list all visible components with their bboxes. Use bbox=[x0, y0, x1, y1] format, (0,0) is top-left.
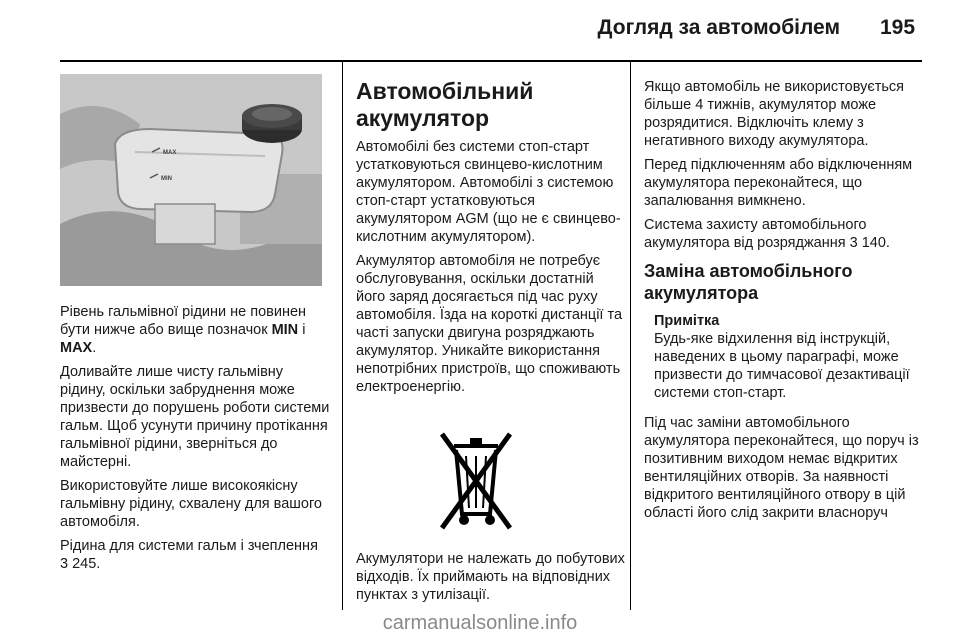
min-mark-label: MIN bbox=[161, 176, 172, 182]
column-divider-1 bbox=[342, 62, 343, 610]
crossed-bin-icon bbox=[436, 428, 516, 538]
clean-fluid-paragraph: Доливайте лише чисту гальмівну рідину, оскільки забруднення може призвести до порушень роботи системи гальм. Щоб усунути причину протікання гальмівної рідини, зверніться до майстерні. bbox=[60, 364, 330, 470]
note-title: Примітка bbox=[654, 313, 720, 329]
page-reference-link[interactable]: 3 245. bbox=[60, 556, 101, 572]
quality-fluid-paragraph: Використовуйте лише високоякісну гальмівну рідину, схвалену для вашого автомобіля. bbox=[60, 478, 322, 530]
header-rule bbox=[60, 60, 922, 62]
note-box bbox=[654, 312, 924, 402]
max-mark-label: MAX bbox=[163, 150, 177, 156]
brake-fluid-level-paragraph: Рівень гальмівної рідини не повинен бути нижче або вище позначок MIN і MAX. bbox=[60, 304, 307, 356]
note-body: Будь-яке відхилення від інструкцій, наведених в цьому параграфі, може призвести до тимчасової дезактивації системи стоп-старт. bbox=[654, 331, 910, 401]
section-title-battery-replacement: Заміна автомобільного акумулятора bbox=[644, 261, 853, 303]
page-number: 195 bbox=[880, 16, 916, 39]
discharge-protection-paragraph: Система захисту автомобільного акумулятора від розряджання 3 140. bbox=[644, 217, 890, 251]
watermark: carmanualsonline.info bbox=[382, 612, 578, 634]
column-1 bbox=[60, 303, 330, 579]
column-3 bbox=[644, 78, 924, 528]
battery-disposal-paragraph: Акумулятори не належать до побутових відходів. Їх приймають на відповідних пунктах з утилізації. bbox=[356, 551, 625, 603]
battery-idle-paragraph: Якщо автомобіль не використовується більше 4 тижнів, акумулятор може розрядитися. Відключіть клему з негативного виходу акумулятора. bbox=[644, 79, 905, 149]
section-title-battery: Автомобільний акумулятор bbox=[356, 78, 534, 131]
battery-types-paragraph: Автомобілі без системи стоп-старт устатковуються свинцево-кислотним акумулятором. Автомобілі з системою стоп-старт устатковуються акумулятором AGM (що не є свинцево-кислотним акумулятором). bbox=[356, 139, 621, 245]
reservoir-illustration bbox=[60, 74, 322, 286]
column-2 bbox=[356, 78, 626, 402]
page-header-title: Догляд за автомобілем bbox=[597, 16, 840, 39]
brake-fluid-reservoir-photo bbox=[60, 74, 322, 286]
column-divider-2 bbox=[630, 62, 631, 610]
page-reference-link[interactable]: 3 140. bbox=[849, 235, 890, 251]
replacement-vent-paragraph: Під час заміни автомобільного акумулятора переконайтеся, що поруч із позитивним виходом немає відкритих вентиляційних отворів. За наявності відкритого вентиляційного отвору в цій області його слід закрити власноруч bbox=[644, 415, 919, 521]
column-2-bottom bbox=[356, 550, 626, 610]
battery-maintenance-paragraph: Акумулятор автомобіля не потребує обслуговування, оскільки достатній його заряд досягається під час руху автомобіля. Їзда на короткі дистанції та часті запуски двигуна розряджають акумулятор. Уникайте використання непотрібних пристроїв, що споживають електроенергію. bbox=[356, 253, 623, 395]
fluid-reference-paragraph: Рідина для системи гальм і зчеплення 3 245. bbox=[60, 538, 318, 572]
ignition-off-paragraph: Перед підключенням або відключенням акумулятора переконайтеся, що запалювання вимкнено. bbox=[644, 157, 913, 209]
